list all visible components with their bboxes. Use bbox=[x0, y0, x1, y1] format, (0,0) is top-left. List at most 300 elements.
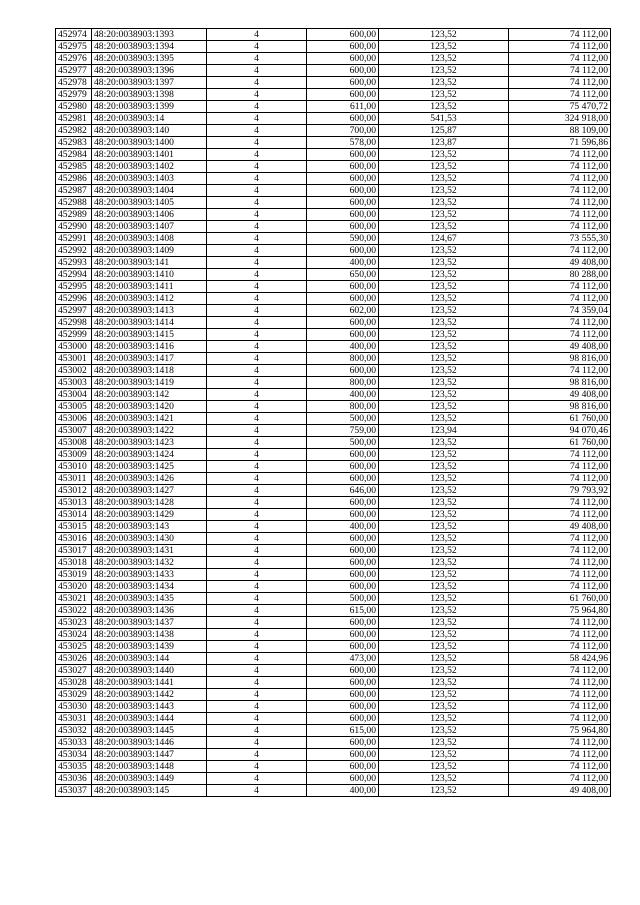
area-value-cell: 500,00 bbox=[307, 437, 379, 449]
rate-value-cell: 123,52 bbox=[379, 29, 509, 41]
cadastral-value-cell: 61 760,00 bbox=[509, 413, 611, 425]
row-number-cell: 453034 bbox=[56, 749, 92, 761]
category-code-cell: 4 bbox=[207, 725, 307, 737]
rate-value-cell: 123,52 bbox=[379, 53, 509, 65]
area-value-cell: 600,00 bbox=[307, 533, 379, 545]
cadastral-number-cell: 48:20:0038903:1414 bbox=[92, 317, 207, 329]
area-value-cell: 600,00 bbox=[307, 53, 379, 65]
cadastral-value-cell: 75 470,72 bbox=[509, 101, 611, 113]
table-row bbox=[56, 449, 611, 461]
cadastral-value-cell: 74 112,00 bbox=[509, 149, 611, 161]
category-code-cell: 4 bbox=[207, 281, 307, 293]
category-code-cell: 4 bbox=[207, 329, 307, 341]
category-code-cell: 4 bbox=[207, 617, 307, 629]
category-code-cell: 4 bbox=[207, 257, 307, 269]
category-code-cell: 4 bbox=[207, 473, 307, 485]
table-row bbox=[56, 197, 611, 209]
rate-value-cell: 123,52 bbox=[379, 197, 509, 209]
rate-value-cell: 124,67 bbox=[379, 233, 509, 245]
area-value-cell: 646,00 bbox=[307, 485, 379, 497]
rate-value-cell: 123,52 bbox=[379, 641, 509, 653]
rate-value-cell: 123,52 bbox=[379, 317, 509, 329]
row-number-cell: 452992 bbox=[56, 245, 92, 257]
cadastral-value-cell: 98 816,00 bbox=[509, 353, 611, 365]
cadastral-number-cell: 48:20:0038903:1443 bbox=[92, 701, 207, 713]
category-code-cell: 4 bbox=[207, 377, 307, 389]
rate-value-cell: 123,52 bbox=[379, 773, 509, 785]
table-row bbox=[56, 689, 611, 701]
table-row bbox=[56, 305, 611, 317]
rate-value-cell: 123,52 bbox=[379, 257, 509, 269]
row-number-cell: 453025 bbox=[56, 641, 92, 653]
area-value-cell: 600,00 bbox=[307, 209, 379, 221]
row-number-cell: 453030 bbox=[56, 701, 92, 713]
cadastral-value-cell: 74 359,04 bbox=[509, 305, 611, 317]
area-value-cell: 600,00 bbox=[307, 665, 379, 677]
category-code-cell: 4 bbox=[207, 437, 307, 449]
cadastral-value-cell: 74 112,00 bbox=[509, 713, 611, 725]
rate-value-cell: 123,52 bbox=[379, 533, 509, 545]
area-value-cell: 600,00 bbox=[307, 545, 379, 557]
cadastral-number-cell: 48:20:0038903:1421 bbox=[92, 413, 207, 425]
category-code-cell: 4 bbox=[207, 293, 307, 305]
cadastral-number-cell: 48:20:0038903:1405 bbox=[92, 197, 207, 209]
category-code-cell: 4 bbox=[207, 545, 307, 557]
cadastral-number-cell: 48:20:0038903:1409 bbox=[92, 245, 207, 257]
category-code-cell: 4 bbox=[207, 605, 307, 617]
cadastral-value-cell: 74 112,00 bbox=[509, 749, 611, 761]
category-code-cell: 4 bbox=[207, 581, 307, 593]
cadastral-value-cell: 75 964,80 bbox=[509, 605, 611, 617]
table-row bbox=[56, 725, 611, 737]
category-code-cell: 4 bbox=[207, 629, 307, 641]
row-number-cell: 452987 bbox=[56, 185, 92, 197]
cadastral-number-cell: 48:20:0038903:1400 bbox=[92, 137, 207, 149]
area-value-cell: 600,00 bbox=[307, 317, 379, 329]
cadastral-value-cell: 74 112,00 bbox=[509, 65, 611, 77]
row-number-cell: 453019 bbox=[56, 569, 92, 581]
table-row bbox=[56, 329, 611, 341]
area-value-cell: 500,00 bbox=[307, 413, 379, 425]
rate-value-cell: 541,53 bbox=[379, 113, 509, 125]
category-code-cell: 4 bbox=[207, 173, 307, 185]
table-row bbox=[56, 149, 611, 161]
row-number-cell: 453018 bbox=[56, 557, 92, 569]
cadastral-number-cell: 48:20:0038903:1447 bbox=[92, 749, 207, 761]
document-page bbox=[55, 28, 610, 797]
table-row bbox=[56, 593, 611, 605]
category-code-cell: 4 bbox=[207, 689, 307, 701]
cadastral-value-cell: 74 112,00 bbox=[509, 761, 611, 773]
table-row bbox=[56, 221, 611, 233]
rate-value-cell: 123,52 bbox=[379, 173, 509, 185]
cadastral-value-cell: 49 408,00 bbox=[509, 521, 611, 533]
cadastral-number-cell: 48:20:0038903:1420 bbox=[92, 401, 207, 413]
row-number-cell: 453020 bbox=[56, 581, 92, 593]
rate-value-cell: 123,52 bbox=[379, 101, 509, 113]
table-row bbox=[56, 677, 611, 689]
cadastral-number-cell: 48:20:0038903:1433 bbox=[92, 569, 207, 581]
cadastral-number-cell: 48:20:0038903:1432 bbox=[92, 557, 207, 569]
area-value-cell: 800,00 bbox=[307, 401, 379, 413]
rate-value-cell: 123,52 bbox=[379, 509, 509, 521]
area-value-cell: 600,00 bbox=[307, 497, 379, 509]
table-row bbox=[56, 473, 611, 485]
category-code-cell: 4 bbox=[207, 497, 307, 509]
table-row bbox=[56, 161, 611, 173]
row-number-cell: 452988 bbox=[56, 197, 92, 209]
table-row bbox=[56, 137, 611, 149]
cadastral-number-cell: 48:20:0038903:143 bbox=[92, 521, 207, 533]
row-number-cell: 453012 bbox=[56, 485, 92, 497]
cadastral-value-table bbox=[55, 28, 611, 797]
area-value-cell: 400,00 bbox=[307, 521, 379, 533]
row-number-cell: 453029 bbox=[56, 689, 92, 701]
category-code-cell: 4 bbox=[207, 389, 307, 401]
table-row bbox=[56, 401, 611, 413]
cadastral-number-cell: 48:20:0038903:1425 bbox=[92, 461, 207, 473]
cadastral-number-cell: 48:20:0038903:1399 bbox=[92, 101, 207, 113]
rate-value-cell: 123,52 bbox=[379, 749, 509, 761]
rate-value-cell: 123,94 bbox=[379, 425, 509, 437]
cadastral-number-cell: 48:20:0038903:1416 bbox=[92, 341, 207, 353]
cadastral-value-cell: 74 112,00 bbox=[509, 677, 611, 689]
cadastral-value-cell: 74 112,00 bbox=[509, 449, 611, 461]
row-number-cell: 452996 bbox=[56, 293, 92, 305]
cadastral-number-cell: 48:20:0038903:1423 bbox=[92, 437, 207, 449]
row-number-cell: 452976 bbox=[56, 53, 92, 65]
table-row bbox=[56, 629, 611, 641]
category-code-cell: 4 bbox=[207, 101, 307, 113]
row-number-cell: 452997 bbox=[56, 305, 92, 317]
cadastral-number-cell: 48:20:0038903:1434 bbox=[92, 581, 207, 593]
cadastral-value-cell: 98 816,00 bbox=[509, 401, 611, 413]
rate-value-cell: 123,52 bbox=[379, 149, 509, 161]
rate-value-cell: 123,52 bbox=[379, 725, 509, 737]
row-number-cell: 453032 bbox=[56, 725, 92, 737]
category-code-cell: 4 bbox=[207, 713, 307, 725]
cadastral-value-cell: 74 112,00 bbox=[509, 245, 611, 257]
category-code-cell: 4 bbox=[207, 785, 307, 797]
row-number-cell: 453008 bbox=[56, 437, 92, 449]
table-row bbox=[56, 509, 611, 521]
cadastral-value-cell: 74 112,00 bbox=[509, 773, 611, 785]
row-number-cell: 452977 bbox=[56, 65, 92, 77]
rate-value-cell: 123,52 bbox=[379, 41, 509, 53]
table-row bbox=[56, 77, 611, 89]
cadastral-number-cell: 48:20:0038903:1402 bbox=[92, 161, 207, 173]
area-value-cell: 400,00 bbox=[307, 257, 379, 269]
table-row bbox=[56, 365, 611, 377]
table-row bbox=[56, 605, 611, 617]
cadastral-value-cell: 74 112,00 bbox=[509, 629, 611, 641]
cadastral-number-cell: 48:20:0038903:1394 bbox=[92, 41, 207, 53]
cadastral-value-cell: 324 918,00 bbox=[509, 113, 611, 125]
row-number-cell: 453016 bbox=[56, 533, 92, 545]
cadastral-value-cell: 74 112,00 bbox=[509, 365, 611, 377]
rate-value-cell: 123,52 bbox=[379, 77, 509, 89]
rate-value-cell: 123,52 bbox=[379, 701, 509, 713]
category-code-cell: 4 bbox=[207, 701, 307, 713]
area-value-cell: 600,00 bbox=[307, 149, 379, 161]
row-number-cell: 453015 bbox=[56, 521, 92, 533]
row-number-cell: 452990 bbox=[56, 221, 92, 233]
rate-value-cell: 123,52 bbox=[379, 305, 509, 317]
cadastral-value-cell: 88 109,00 bbox=[509, 125, 611, 137]
rate-value-cell: 123,52 bbox=[379, 617, 509, 629]
cadastral-number-cell: 48:20:0038903:1444 bbox=[92, 713, 207, 725]
table-row bbox=[56, 617, 611, 629]
table-row bbox=[56, 665, 611, 677]
category-code-cell: 4 bbox=[207, 665, 307, 677]
category-code-cell: 4 bbox=[207, 53, 307, 65]
area-value-cell: 600,00 bbox=[307, 569, 379, 581]
row-number-cell: 453021 bbox=[56, 593, 92, 605]
row-number-cell: 453017 bbox=[56, 545, 92, 557]
row-number-cell: 452982 bbox=[56, 125, 92, 137]
table-row bbox=[56, 245, 611, 257]
rate-value-cell: 123,52 bbox=[379, 665, 509, 677]
cadastral-number-cell: 48:20:0038903:1430 bbox=[92, 533, 207, 545]
category-code-cell: 4 bbox=[207, 773, 307, 785]
rate-value-cell: 125,87 bbox=[379, 125, 509, 137]
area-value-cell: 600,00 bbox=[307, 737, 379, 749]
cadastral-number-cell: 48:20:0038903:1395 bbox=[92, 53, 207, 65]
row-number-cell: 452994 bbox=[56, 269, 92, 281]
table-row bbox=[56, 233, 611, 245]
table-row bbox=[56, 377, 611, 389]
area-value-cell: 600,00 bbox=[307, 581, 379, 593]
area-value-cell: 600,00 bbox=[307, 749, 379, 761]
rate-value-cell: 123,52 bbox=[379, 377, 509, 389]
table-row bbox=[56, 209, 611, 221]
table-row bbox=[56, 281, 611, 293]
cadastral-value-cell: 74 112,00 bbox=[509, 29, 611, 41]
cadastral-number-cell: 48:20:0038903:1408 bbox=[92, 233, 207, 245]
table-row bbox=[56, 101, 611, 113]
cadastral-value-cell: 94 070,46 bbox=[509, 425, 611, 437]
table-row bbox=[56, 653, 611, 665]
area-value-cell: 700,00 bbox=[307, 125, 379, 137]
cadastral-number-cell: 48:20:0038903:1440 bbox=[92, 665, 207, 677]
table-body bbox=[56, 29, 611, 797]
table-row bbox=[56, 89, 611, 101]
cadastral-number-cell: 48:20:0038903:1435 bbox=[92, 593, 207, 605]
cadastral-number-cell: 48:20:0038903:1439 bbox=[92, 641, 207, 653]
area-value-cell: 600,00 bbox=[307, 293, 379, 305]
area-value-cell: 600,00 bbox=[307, 65, 379, 77]
rate-value-cell: 123,52 bbox=[379, 677, 509, 689]
cadastral-value-cell: 74 112,00 bbox=[509, 281, 611, 293]
category-code-cell: 4 bbox=[207, 413, 307, 425]
row-number-cell: 452998 bbox=[56, 317, 92, 329]
row-number-cell: 452981 bbox=[56, 113, 92, 125]
rate-value-cell: 123,52 bbox=[379, 185, 509, 197]
row-number-cell: 453009 bbox=[56, 449, 92, 461]
category-code-cell: 4 bbox=[207, 233, 307, 245]
rate-value-cell: 123,52 bbox=[379, 545, 509, 557]
cadastral-number-cell: 48:20:0038903:1401 bbox=[92, 149, 207, 161]
category-code-cell: 4 bbox=[207, 161, 307, 173]
rate-value-cell: 123,52 bbox=[379, 269, 509, 281]
rate-value-cell: 123,52 bbox=[379, 65, 509, 77]
category-code-cell: 4 bbox=[207, 149, 307, 161]
row-number-cell: 453011 bbox=[56, 473, 92, 485]
cadastral-value-cell: 74 112,00 bbox=[509, 581, 611, 593]
table-row bbox=[56, 257, 611, 269]
rate-value-cell: 123,52 bbox=[379, 713, 509, 725]
rate-value-cell: 123,52 bbox=[379, 629, 509, 641]
area-value-cell: 615,00 bbox=[307, 725, 379, 737]
category-code-cell: 4 bbox=[207, 29, 307, 41]
cadastral-number-cell: 48:20:0038903:1427 bbox=[92, 485, 207, 497]
rate-value-cell: 123,52 bbox=[379, 557, 509, 569]
cadastral-number-cell: 48:20:0038903:1438 bbox=[92, 629, 207, 641]
cadastral-value-cell: 49 408,00 bbox=[509, 341, 611, 353]
rate-value-cell: 123,52 bbox=[379, 293, 509, 305]
cadastral-value-cell: 74 112,00 bbox=[509, 509, 611, 521]
rate-value-cell: 123,52 bbox=[379, 473, 509, 485]
cadastral-value-cell: 74 112,00 bbox=[509, 197, 611, 209]
cadastral-value-cell: 74 112,00 bbox=[509, 665, 611, 677]
area-value-cell: 600,00 bbox=[307, 449, 379, 461]
cadastral-value-cell: 61 760,00 bbox=[509, 437, 611, 449]
table-row bbox=[56, 125, 611, 137]
row-number-cell: 453007 bbox=[56, 425, 92, 437]
category-code-cell: 4 bbox=[207, 533, 307, 545]
row-number-cell: 453014 bbox=[56, 509, 92, 521]
cadastral-number-cell: 48:20:0038903:1429 bbox=[92, 509, 207, 521]
row-number-cell: 452999 bbox=[56, 329, 92, 341]
table-row bbox=[56, 113, 611, 125]
cadastral-number-cell: 48:20:0038903:1393 bbox=[92, 29, 207, 41]
row-number-cell: 453005 bbox=[56, 401, 92, 413]
cadastral-value-cell: 49 408,00 bbox=[509, 785, 611, 797]
area-value-cell: 600,00 bbox=[307, 473, 379, 485]
category-code-cell: 4 bbox=[207, 185, 307, 197]
area-value-cell: 600,00 bbox=[307, 185, 379, 197]
rate-value-cell: 123,52 bbox=[379, 737, 509, 749]
rate-value-cell: 123,52 bbox=[379, 785, 509, 797]
cadastral-number-cell: 48:20:0038903:142 bbox=[92, 389, 207, 401]
cadastral-value-cell: 73 555,30 bbox=[509, 233, 611, 245]
category-code-cell: 4 bbox=[207, 737, 307, 749]
category-code-cell: 4 bbox=[207, 557, 307, 569]
cadastral-number-cell: 48:20:0038903:1428 bbox=[92, 497, 207, 509]
row-number-cell: 453000 bbox=[56, 341, 92, 353]
cadastral-number-cell: 48:20:0038903:1419 bbox=[92, 377, 207, 389]
area-value-cell: 600,00 bbox=[307, 617, 379, 629]
cadastral-number-cell: 48:20:0038903:1412 bbox=[92, 293, 207, 305]
cadastral-number-cell: 48:20:0038903:1404 bbox=[92, 185, 207, 197]
cadastral-value-cell: 74 112,00 bbox=[509, 53, 611, 65]
table-row bbox=[56, 29, 611, 41]
area-value-cell: 400,00 bbox=[307, 785, 379, 797]
rate-value-cell: 123,52 bbox=[379, 653, 509, 665]
cadastral-value-cell: 74 112,00 bbox=[509, 41, 611, 53]
area-value-cell: 600,00 bbox=[307, 245, 379, 257]
area-value-cell: 611,00 bbox=[307, 101, 379, 113]
category-code-cell: 4 bbox=[207, 449, 307, 461]
cadastral-number-cell: 48:20:0038903:1411 bbox=[92, 281, 207, 293]
row-number-cell: 452993 bbox=[56, 257, 92, 269]
cadastral-number-cell: 48:20:0038903:1417 bbox=[92, 353, 207, 365]
category-code-cell: 4 bbox=[207, 245, 307, 257]
cadastral-number-cell: 48:20:0038903:1424 bbox=[92, 449, 207, 461]
cadastral-value-cell: 98 816,00 bbox=[509, 377, 611, 389]
category-code-cell: 4 bbox=[207, 353, 307, 365]
table-row bbox=[56, 569, 611, 581]
cadastral-number-cell: 48:20:0038903:1442 bbox=[92, 689, 207, 701]
row-number-cell: 453031 bbox=[56, 713, 92, 725]
cadastral-value-cell: 74 112,00 bbox=[509, 77, 611, 89]
area-value-cell: 590,00 bbox=[307, 233, 379, 245]
cadastral-value-cell: 74 112,00 bbox=[509, 161, 611, 173]
row-number-cell: 453023 bbox=[56, 617, 92, 629]
rate-value-cell: 123,52 bbox=[379, 437, 509, 449]
row-number-cell: 453028 bbox=[56, 677, 92, 689]
cadastral-value-cell: 74 112,00 bbox=[509, 737, 611, 749]
rate-value-cell: 123,52 bbox=[379, 389, 509, 401]
cadastral-number-cell: 48:20:0038903:1431 bbox=[92, 545, 207, 557]
row-number-cell: 452986 bbox=[56, 173, 92, 185]
cadastral-value-cell: 74 112,00 bbox=[509, 545, 611, 557]
area-value-cell: 800,00 bbox=[307, 377, 379, 389]
cadastral-value-cell: 74 112,00 bbox=[509, 617, 611, 629]
table-row bbox=[56, 761, 611, 773]
cadastral-number-cell: 48:20:0038903:1446 bbox=[92, 737, 207, 749]
table-row bbox=[56, 713, 611, 725]
table-row bbox=[56, 701, 611, 713]
cadastral-value-cell: 74 112,00 bbox=[509, 497, 611, 509]
category-code-cell: 4 bbox=[207, 749, 307, 761]
table-row bbox=[56, 485, 611, 497]
cadastral-value-cell: 71 596,86 bbox=[509, 137, 611, 149]
area-value-cell: 600,00 bbox=[307, 281, 379, 293]
area-value-cell: 600,00 bbox=[307, 629, 379, 641]
rate-value-cell: 123,52 bbox=[379, 497, 509, 509]
rate-value-cell: 123,52 bbox=[379, 449, 509, 461]
rate-value-cell: 123,52 bbox=[379, 485, 509, 497]
rate-value-cell: 123,52 bbox=[379, 245, 509, 257]
cadastral-number-cell: 48:20:0038903:1445 bbox=[92, 725, 207, 737]
area-value-cell: 600,00 bbox=[307, 197, 379, 209]
category-code-cell: 4 bbox=[207, 365, 307, 377]
row-number-cell: 453010 bbox=[56, 461, 92, 473]
cadastral-number-cell: 48:20:0038903:1422 bbox=[92, 425, 207, 437]
area-value-cell: 600,00 bbox=[307, 113, 379, 125]
row-number-cell: 453036 bbox=[56, 773, 92, 785]
row-number-cell: 452980 bbox=[56, 101, 92, 113]
category-code-cell: 4 bbox=[207, 677, 307, 689]
cadastral-number-cell: 48:20:0038903:1436 bbox=[92, 605, 207, 617]
cadastral-number-cell: 48:20:0038903:1415 bbox=[92, 329, 207, 341]
category-code-cell: 4 bbox=[207, 485, 307, 497]
area-value-cell: 400,00 bbox=[307, 389, 379, 401]
table-row bbox=[56, 461, 611, 473]
area-value-cell: 600,00 bbox=[307, 509, 379, 521]
category-code-cell: 4 bbox=[207, 269, 307, 281]
table-row bbox=[56, 557, 611, 569]
area-value-cell: 600,00 bbox=[307, 221, 379, 233]
category-code-cell: 4 bbox=[207, 209, 307, 221]
category-code-cell: 4 bbox=[207, 425, 307, 437]
row-number-cell: 452989 bbox=[56, 209, 92, 221]
row-number-cell: 453037 bbox=[56, 785, 92, 797]
cadastral-value-cell: 74 112,00 bbox=[509, 701, 611, 713]
area-value-cell: 600,00 bbox=[307, 89, 379, 101]
rate-value-cell: 123,52 bbox=[379, 569, 509, 581]
